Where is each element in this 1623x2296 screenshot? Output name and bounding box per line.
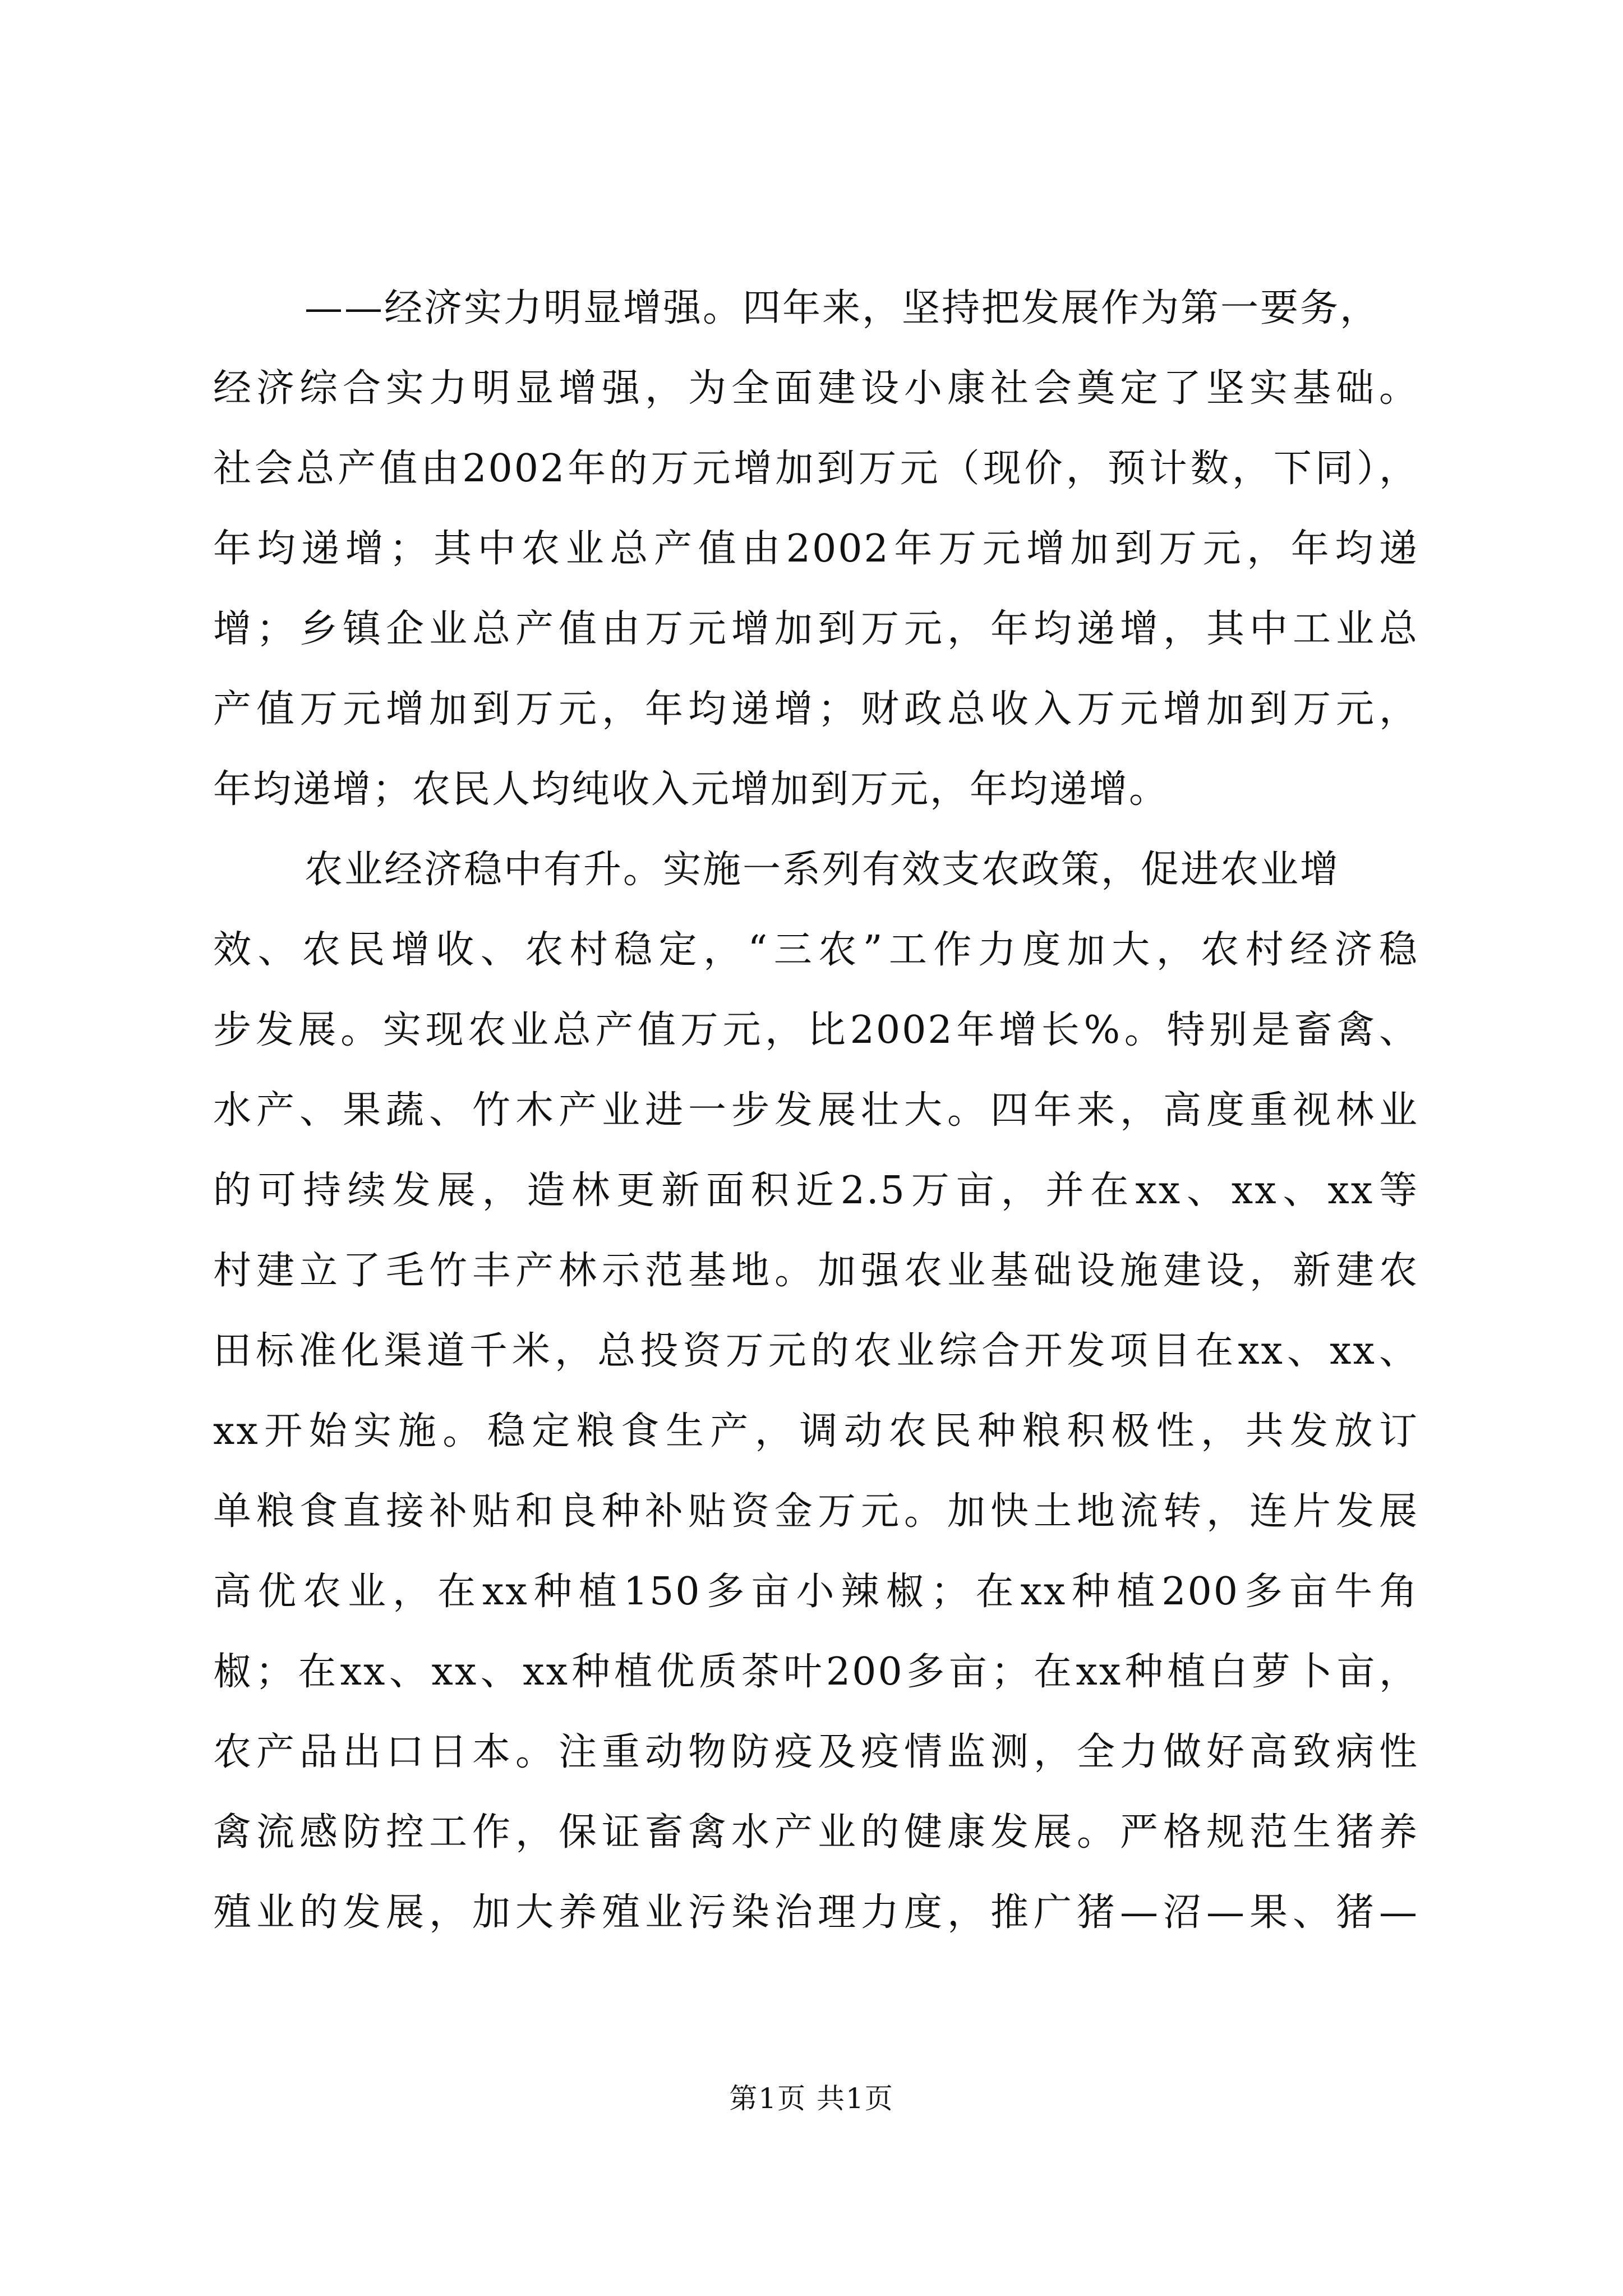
paragraph-line: 经济综合实力明显增强，为全面建设小康社会奠定了坚实基础。 <box>213 366 1419 411</box>
paragraph-line: 椒；在xx、xx、xx种植优质茶叶200多亩；在xx种植白萝卜亩， <box>213 1650 1419 1694</box>
paragraph-line: 的可持续发展，造林更新面积近2.5万亩，并在xx、xx、xx等 <box>213 1168 1419 1213</box>
paragraph-line: 增；乡镇企业总产值由万元增加到万元，年均递增，其中工业总 <box>213 607 1419 651</box>
paragraph-line: 效、农民增收、农村稳定，“三农”工作力度加大，农村经济稳 <box>213 928 1419 972</box>
paragraph-line: 村建立了毛竹丰产林示范基地。加强农业基础设施建设，新建农 <box>213 1249 1419 1293</box>
paragraph-line: 殖业的发展，加大养殖业污染治理力度，推广猪—沼—果、猪— <box>213 1890 1419 1935</box>
paragraph-line: 社会总产值由2002年的万元增加到万元（现价，预计数，下同）， <box>213 447 1419 491</box>
paragraph-line: xx开始实施。稳定粮食生产，调动农民种粮积极性，共发放订 <box>213 1409 1419 1453</box>
document-body <box>213 268 1419 1953</box>
paragraph-line: 年均递增；农民人均纯收入元增加到万元，年均递增。 <box>213 767 1169 812</box>
paragraph-line: 高优农业，在xx种植150多亩小辣椒；在xx种植200多亩牛角 <box>213 1570 1419 1614</box>
paragraph-line: 禽流感防控工作，保证畜禽水产业的健康发展。严格规范生猪养 <box>213 1810 1419 1855</box>
paragraph-line: 步发展。实现农业总产值万元，比2002年增长%。特别是畜禽、 <box>213 1008 1419 1052</box>
paragraph-line: 产值万元增加到万元，年均递增；财政总收入万元增加到万元， <box>213 687 1419 731</box>
paragraph-line: 农产品出口日本。注重动物防疫及疫情监测，全力做好高致病性 <box>213 1730 1419 1774</box>
paragraph-line: 单粮食直接补贴和良种补贴资金万元。加快土地流转，连片发展 <box>213 1489 1419 1534</box>
paragraph-line: 农业经济稳中有升。实施一系列有效支农政策，促进农业增 <box>305 848 1340 892</box>
paragraph-line: 水产、果蔬、竹木产业进一步发展壮大。四年来，高度重视林业 <box>213 1088 1419 1133</box>
page-footer <box>0 2079 1623 2118</box>
paragraph-line: 田标准化渠道千米，总投资万元的农业综合开发项目在xx、xx、 <box>213 1329 1419 1373</box>
paragraph-line: ——经济实力明显增强。四年来，坚持把发展作为第一要务， <box>305 286 1380 330</box>
page-number: 第1页 共1页 <box>729 2082 894 2115</box>
paragraph-line: 年均递增；其中农业总产值由2002年万元增加到万元，年均递 <box>213 527 1419 571</box>
